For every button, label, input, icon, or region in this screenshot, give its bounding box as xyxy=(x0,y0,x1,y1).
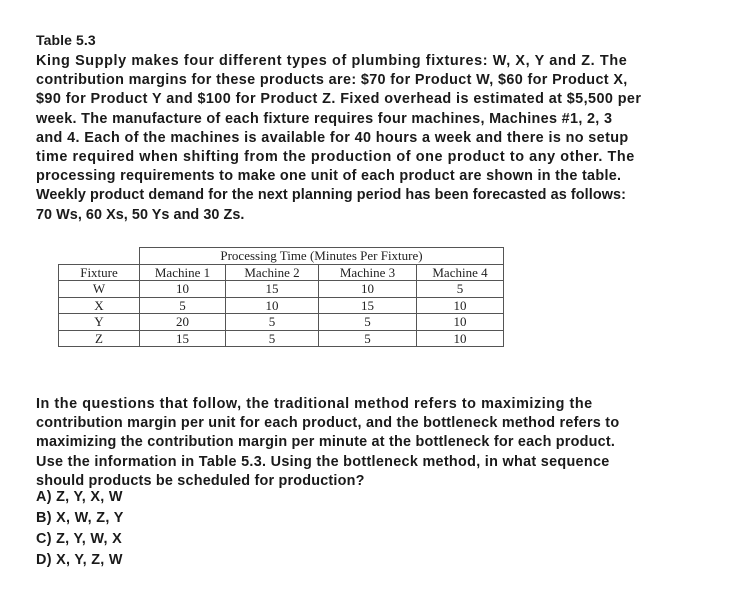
table-cell: 10 xyxy=(319,281,417,298)
column-header: Machine 4 xyxy=(417,264,504,281)
table-cell: 5 xyxy=(226,314,319,331)
table-row xyxy=(59,314,504,331)
column-header: Machine 1 xyxy=(140,264,226,281)
table-cell: 20 xyxy=(140,314,226,331)
table-title: Table 5.3 xyxy=(36,32,96,48)
table-cell: 5 xyxy=(319,330,417,347)
question-text xyxy=(36,395,619,491)
intro-line: time required when shifting from the production of one product to any other. The xyxy=(36,149,635,166)
table-corner-cell xyxy=(59,248,140,265)
question-line: maximizing the contribution margin per minute at the bottleneck for each product. xyxy=(36,434,616,451)
column-header: Machine 3 xyxy=(319,264,417,281)
table-cell: 10 xyxy=(417,314,504,331)
answer-option-c[interactable]: C) Z, Y, W, X xyxy=(36,531,122,547)
table-cell: 5 xyxy=(140,297,226,314)
intro-line: processing requirements to make one unit of each product are shown in the table. xyxy=(36,168,622,185)
answer-option-a[interactable]: A) Z, Y, X, W xyxy=(36,489,123,505)
intro-line: $90 for Product Y and $100 for Product Z. Fixed overhead is estimated at $5,500 per xyxy=(36,91,642,108)
table-cell: W xyxy=(59,281,140,298)
intro-line: week. The manufacture of each fixture requires four machines, Machines #1, 2, 3 xyxy=(36,110,613,127)
table-header-row xyxy=(59,264,504,281)
processing-time-table xyxy=(58,247,504,347)
question-line: contribution margin per unit for each product, and the bottleneck method refers to xyxy=(36,415,620,432)
table-cell: 10 xyxy=(226,297,319,314)
table-cell: 15 xyxy=(226,281,319,298)
problem-statement xyxy=(36,52,641,225)
processing-time-table-wrapper xyxy=(58,247,504,347)
table-cell: X xyxy=(59,297,140,314)
table-group-header-row xyxy=(59,248,504,265)
table-row xyxy=(59,297,504,314)
column-header: Fixture xyxy=(59,264,140,281)
intro-line: Weekly product demand for the next planning period has been forecasted as follows: xyxy=(36,187,627,204)
table-row xyxy=(59,330,504,347)
table-row xyxy=(59,281,504,298)
answer-options xyxy=(36,487,124,571)
table-cell: 10 xyxy=(417,297,504,314)
question-line: In the questions that follow, the traditional method refers to maximizing the xyxy=(36,396,593,412)
table-cell: 10 xyxy=(140,281,226,298)
answer-option-b[interactable]: B) X, W, Z, Y xyxy=(36,510,124,526)
intro-line: 70 Ws, 60 Xs, 50 Ys and 30 Zs. xyxy=(36,206,245,223)
table-cell: 10 xyxy=(417,330,504,347)
table-group-header: Processing Time (Minutes Per Fixture) xyxy=(140,248,504,265)
table-cell: Z xyxy=(59,330,140,347)
question-line: should products be scheduled for production? xyxy=(36,472,365,489)
table-cell: 5 xyxy=(226,330,319,347)
table-cell: 15 xyxy=(319,297,417,314)
table-cell: Y xyxy=(59,314,140,331)
question-line: Use the information in Table 5.3. Using the bottleneck method, in what sequence xyxy=(36,453,610,470)
intro-line: King Supply makes four different types of plumbing fixtures: W, X, Y and Z. The xyxy=(36,53,628,69)
intro-line: and 4. Each of the machines is available for 40 hours a week and there is no setup xyxy=(36,129,629,146)
column-header: Machine 2 xyxy=(226,264,319,281)
answer-option-d[interactable]: D) X, Y, Z, W xyxy=(36,552,123,568)
intro-line: contribution margins for these products are: $70 for Product W, $60 for Product X, xyxy=(36,72,628,89)
table-cell: 15 xyxy=(140,330,226,347)
table-cell: 5 xyxy=(319,314,417,331)
table-cell: 5 xyxy=(417,281,504,298)
